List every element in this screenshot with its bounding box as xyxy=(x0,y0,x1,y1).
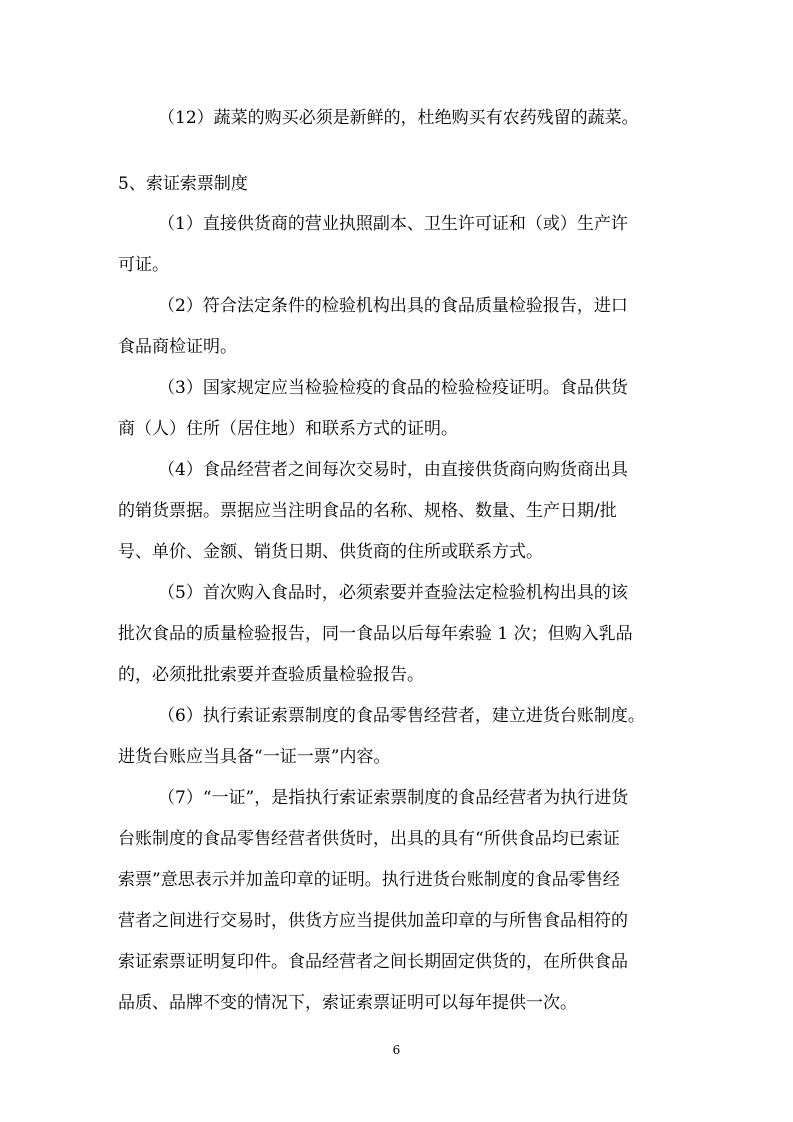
paragraph-5-line-3: 的，必须批批索要并查验质量检验报告。 xyxy=(118,665,424,685)
paragraph-1-line-2: 可证。 xyxy=(118,255,169,275)
paragraph-7-line-3: 索票”意思表示并加盖印章的证明。执行进货台账制度的食品零售经 xyxy=(118,870,620,890)
paragraph-2-line-2: 食品商检证明。 xyxy=(118,337,237,357)
paragraph-7-line-4: 营者之间进行交易时，供货方应当提供加盖印章的与所售食品相符的 xyxy=(118,911,628,931)
section-heading: 5、索证索票制度 xyxy=(118,174,248,194)
paragraph-6-line-1: （6）执行索证索票制度的食品零售经营者，建立进货台账制度。 xyxy=(158,706,645,726)
paragraph-6-line-2: 进货台账应当具备“一证一票”内容。 xyxy=(118,747,391,767)
paragraph-3-line-1: （3）国家规定应当检验检疫的食品的检验检疫证明。食品供货 xyxy=(158,378,628,398)
paragraph-7-line-6: 品质、品牌不变的情况下，索证索票证明可以每年提供一次。 xyxy=(118,993,577,1013)
paragraph-7-line-2: 台账制度的食品零售经营者供货时，出具的具有“所供食品均已索证 xyxy=(118,829,620,849)
paragraph-2-line-1: （2）符合法定条件的检验机构出具的食品质量检验报告，进口 xyxy=(158,296,628,316)
paragraph-4-line-1: （4）食品经营者之间每次交易时，由直接供货商向购货商出具 xyxy=(158,460,628,480)
page-number: 6 xyxy=(392,1043,401,1057)
paragraph-4-line-3: 号、单价、金额、销货日期、供货商的住所或联系方式。 xyxy=(118,542,543,562)
paragraph-1-line-1: （1）直接供货商的营业执照副本、卫生许可证和（或）生产许 xyxy=(158,214,628,234)
paragraph-7-line-1: （7）“一证”，是指执行索证索票制度的食品经营者为执行进货 xyxy=(158,788,629,808)
paragraph-5-line-2: 批次食品的质量检验报告，同一食品以后每年索验 1 次；但购入乳品 xyxy=(118,624,633,644)
paragraph-5-line-1: （5）首次购入食品时，必须索要并查验法定检验机构出具的该 xyxy=(158,583,628,603)
paragraph-7-line-5: 索证索票证明复印件。食品经营者之间长期固定供货的，在所供食品 xyxy=(118,952,628,972)
paragraph-4-line-2: 的销货票据。票据应当注明食品的名称、规格、数量、生产日期/批 xyxy=(118,501,617,521)
paragraph-12-line-1: （12）蔬菜的购买必须是新鲜的，杜绝购买有农药残留的蔬菜。 xyxy=(158,108,639,128)
paragraph-3-line-2: 商（人）住所（居住地）和联系方式的证明。 xyxy=(118,419,458,439)
